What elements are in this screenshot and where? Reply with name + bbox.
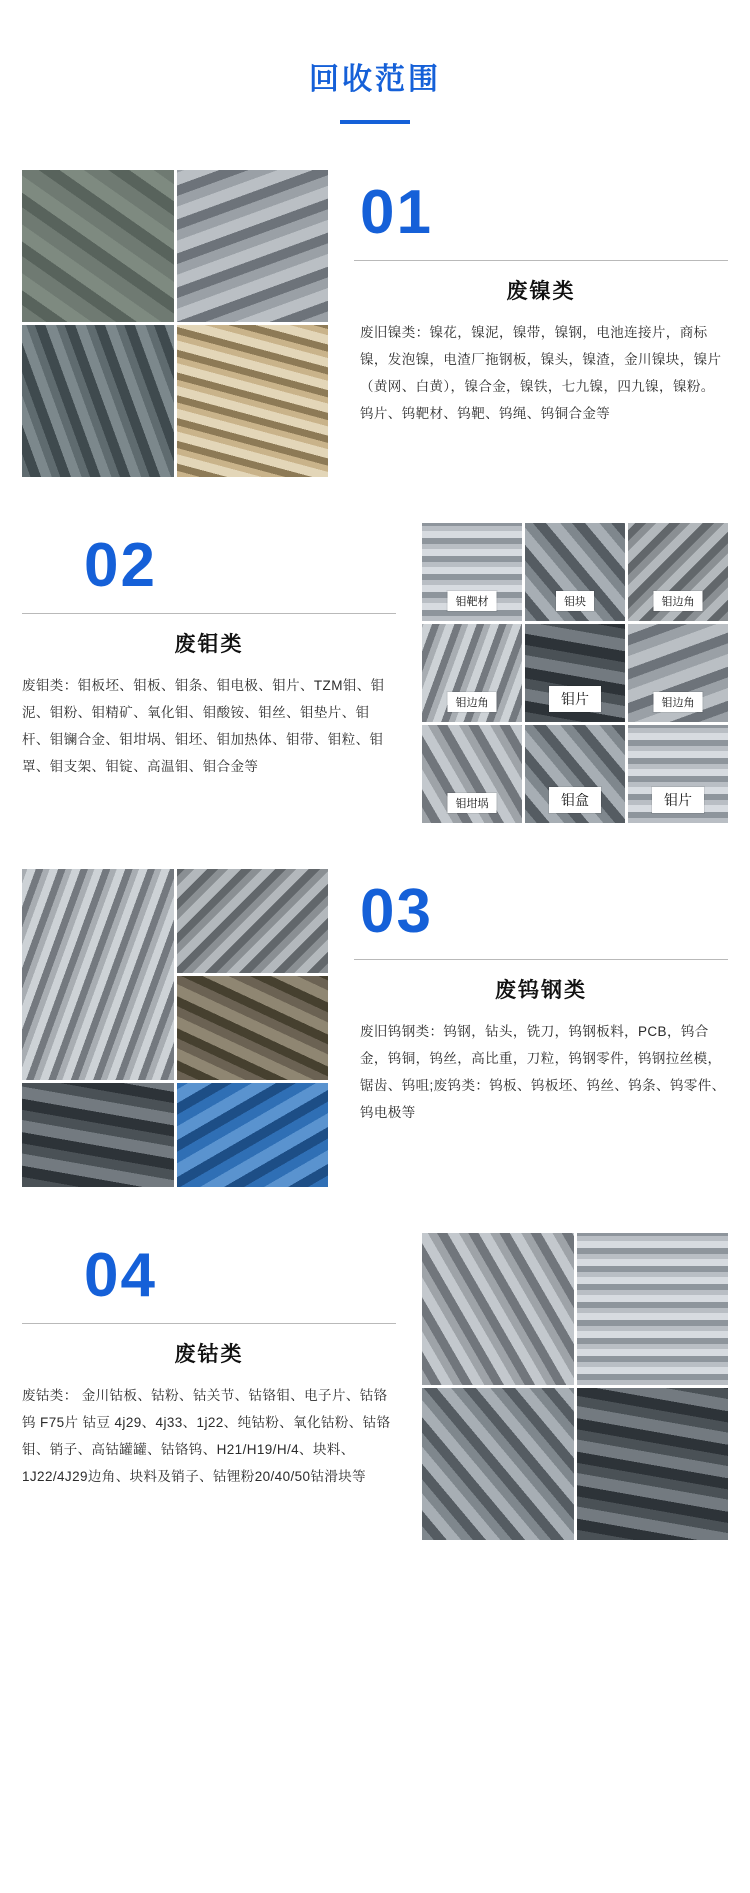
page-header [0,0,750,124]
photo-handheld-xrf-analyzer [177,1083,329,1187]
title-underline [340,120,410,124]
section-waste-tungsten-steel [0,869,750,1187]
section-body-04: 废钴类： 金川钴板、钴粉、钴关节、钴铬钼、电子片、钴铬钨 F75片 钴豆 4j29、4j33、1j22、纯钴粉、氧化钴粉、钴铬钼、销子、高钴罐罐、钴铬钨、H21/H19/H/4、块料、1J22/4J29边角、块料及销子、钴锂粉20/40/50钴滑块等 [22,1388,391,1484]
section-heading-02: 废钼类 [174,633,244,656]
section-divider-04 [22,1323,396,1324]
section-number-01: 01 [360,178,433,247]
photo-tag-moly-edge-scrap-2: 钼边角 [448,692,497,712]
page-title: 回收范围 [309,63,441,96]
section-body-02: 废钼类：钼板坯、钼板、钼条、钼电极、钼片、TZM钼、钼泥、钼粉、钼精矿、氧化钼、钼酸铵、钼丝、钼垫片、钼杆、钼镧合金、钼坩埚、钼坯、钼加热体、钼带、钼粒、钼罩、钼支架、钼锭、高温钼、钼合金等 [22,678,385,774]
section-copy-nickel [328,170,728,427]
section-number-02: 02 [84,531,157,600]
section-waste-cobalt [0,1233,750,1540]
section-copy-tungsten-steel [328,869,728,1126]
section-divider-01 [354,260,728,261]
bottom-spacer [0,1540,750,1600]
photo-moly-edge-scrap-1 [628,523,728,621]
photo-tag-moly-edge-scrap-3: 钼边角 [654,692,703,712]
photo-moly-target-material [422,523,522,621]
photo-carbide-inserts-bin [177,976,329,1080]
photo-carbide-drill-bits-pile [22,869,174,1080]
photo-nickel-coil-scrap [22,325,174,477]
section-heading-01: 废镍类 [506,280,576,303]
section-heading-04: 废钴类 [174,1343,244,1366]
section-divider-03 [354,959,728,960]
photo-mixed-nickel-chips [177,325,329,477]
photo-moly-edge-scrap-3 [628,624,728,722]
section-divider-02 [22,613,396,614]
photo-moly-block [525,523,625,621]
section-number-04: 04 [84,1241,157,1310]
photo-tag-moly-box: 钼盒 [549,787,601,813]
photo-tag-moly-sheet-2: 钼片 [652,787,704,813]
photo-moly-sheet-2 [628,725,728,823]
photo-moly-box [525,725,625,823]
photo-cobalt-ingot-blocks [422,1388,574,1540]
section-body-03: 废旧钨钢类：钨钢，钻头，铣刀，钨钢板料，PCB，钨合金，钨铜，钨丝，高比重，刀粒，钨钢零件，钨钢拉丝模，锯齿、钨咀;废钨类：钨板、钨板坯、钨丝、钨条、钨零件、钨电极等 [360,1024,726,1120]
photo-tag-moly-sheet-1: 钼片 [549,686,601,712]
photo-moly-edge-scrap-2 [422,624,522,722]
photo-tag-moly-edge-scrap-1: 钼边角 [654,591,703,611]
photo-tag-moly-crucible: 钼坩埚 [448,793,497,813]
photo-tag-moly-block: 钼块 [556,591,594,611]
section-copy-cobalt [22,1233,422,1490]
photo-nickel-stamped-sheet-scrap [177,170,329,322]
section-number-03: 03 [360,877,433,946]
photo-nickel-plate-scrap [22,170,174,322]
photo-moly-sheet-1 [525,624,625,722]
section-copy-molybdenum [22,523,422,780]
section-waste-molybdenum [0,523,750,823]
photo-cobalt-cast-parts [422,1233,574,1385]
photo-cobalt-rings-scrap [577,1388,729,1540]
photo-cobalt-cylinder-billets [577,1233,729,1385]
photo-collage-cobalt [422,1233,728,1540]
photo-moly-crucible [422,725,522,823]
section-waste-nickel [0,170,750,477]
section-heading-03: 废钨钢类 [495,979,587,1002]
photo-collage-nickel [22,170,328,477]
section-body-01: 废旧镍类：镍花，镍泥，镍带，镍钢，电池连接片，商标镍，发泡镍，电渣厂拖钢板，镍头，镍渣，金川镍块，镍片（黄网、白黄），镍合金，镍铁，七九镍，四九镍，镍粉。钨片、钨靶材、钨靶、钨绳、钨铜合金等 [360,325,722,421]
photo-carbide-cutter-scrap [177,869,329,973]
photo-collage-molybdenum [422,523,728,823]
photo-collage-tungsten-steel [22,869,328,1187]
photo-tag-moly-target-material: 钼靶材 [448,591,497,611]
photo-carbide-blanks-bag [22,1083,174,1187]
